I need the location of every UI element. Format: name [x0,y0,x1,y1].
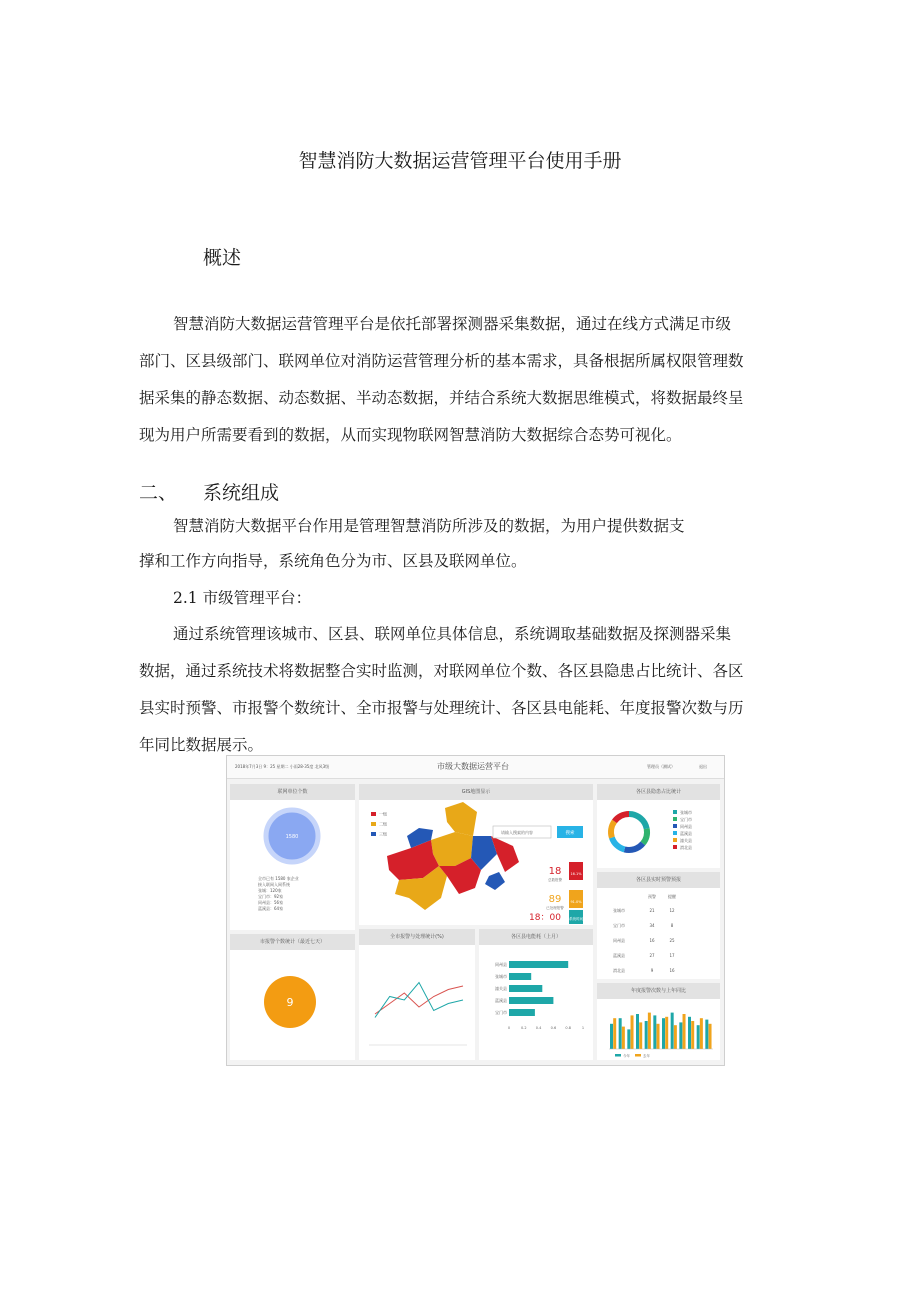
hidden-donut-segment [643,829,647,844]
yearly-bar [709,1024,712,1049]
topbar-datetime: 2018年7月3日 9：25 星期二 小雨28-35度 北风3级 [235,764,330,769]
composition-paragraph [139,509,779,579]
map-search-placeholder: 请输入搜索的内容 [501,830,533,835]
yearly-bar [700,1018,703,1049]
panel-gis-title: GIS地图显示 [359,784,593,800]
yearly-bar [639,1022,642,1049]
panel-energy-title: 各区县电能耗（上月） [479,929,593,945]
yearly-bar [653,1015,656,1049]
hidden-danger-donut [597,800,720,868]
text-line: 据采集的静态数据、动态数据、半动态数据，并结合系统大数据思维模式，将数据最终呈 [139,389,744,407]
energy-x-tick: 0.4 [535,1026,542,1030]
section-heading-overview: 概述 [203,247,242,269]
warning-row-value: 16 [649,938,655,943]
warning-row-name: 蓝溪县 [613,953,625,958]
stat-time-label: 系统时间 [569,917,583,921]
section-heading-composition: 系统组成 [203,482,280,504]
map-regions [387,802,519,910]
panel-units-title: 联网单位个数 [230,784,355,800]
text-line: 撑和工作方向指导，系统角色分为市、区县及联网单位。 [139,552,527,570]
units-text-line: 张城：120家 [258,888,282,893]
yearly-bar [691,1021,694,1049]
text-line: 部门、区县级部门、联网单位对消防运营管理分析的基本需求，具备根据所属权限管理数 [139,352,744,370]
panel-alarm-handle [359,929,475,1060]
legend-swatch-blue [371,832,376,836]
map-legend-label: 一级 [379,811,387,817]
overview-paragraph [139,306,779,454]
hidden-legend-label: 渭北县 [680,845,692,850]
energy-x-tick: 1 [581,1026,585,1030]
hidden-legend-swatch [673,824,677,828]
hidden-donut-segment [612,838,625,850]
legend-swatch-yellow [371,822,376,826]
yearly-bar [674,1025,677,1049]
panel-energy [479,929,593,1060]
panel-warning [597,872,720,979]
energy-bar [509,961,568,968]
panel-yearly [597,983,720,1060]
stat-handled-alarm-badge [569,890,583,908]
yearly-bar [683,1014,686,1049]
text-line: 现为用户所需要看到的数据，从而实现物联网智慧消防大数据综合态势可视化。 [139,426,682,444]
text-line: 通过系统管理该城市、区县、联网单位具体信息，系统调取基础数据及探测器采集 [173,625,732,643]
warning-row-value: 25 [669,938,675,943]
dashboard-topbar [227,756,724,779]
hidden-donut-segment [611,821,614,837]
panel-hidden-danger [597,784,720,868]
alarm-count-badge [230,950,355,1060]
warning-row-name: 渭北县 [613,968,625,973]
yearly-bar-chart [597,999,720,1060]
yearly-bar [671,1013,674,1049]
logout-link[interactable]: 退出 [699,764,707,769]
yearly-legend-label: 今年 [623,1054,630,1058]
energy-bar-chart [479,945,593,1060]
panel-yearly-title: 年度报警次数与上年同比 [597,983,720,999]
yearly-bar [636,1014,639,1049]
energy-category-label: 同州县 [495,962,507,967]
warning-col-header: 提醒 [668,894,676,899]
hidden-legend-swatch [673,845,677,849]
line-series-2 [375,983,463,1018]
warning-row-value: 12 [669,908,675,913]
yearly-bar [662,1018,665,1049]
yearly-bar [697,1025,700,1049]
panel-alarm-count [230,934,355,1060]
panel-warning-title: 各区县实时预警预报 [597,872,720,888]
units-text-line: 接入联网入网系统 [258,882,290,887]
alarm-handle-line-chart [359,945,475,1060]
map-region[interactable] [445,802,477,836]
units-text-line: 宝门市：92家 [258,894,284,899]
energy-bar [509,985,542,992]
warning-row-name: 张城市 [613,908,625,913]
text-line: 县实时预警、市报警个数统计、全市报警与处理统计、各区县电能耗、年度报警次数与历 [139,699,744,717]
hidden-legend-swatch [673,817,677,821]
stat-total-alarm-badge [569,862,583,880]
yearly-bar [665,1017,668,1049]
yearly-bar [619,1018,622,1049]
gis-map [359,800,593,925]
map-region[interactable] [485,872,505,890]
panel-alarm-count-title: 市报警个数统计（最近七天） [230,934,355,950]
warning-table [597,888,720,979]
yearly-bar [705,1020,708,1049]
subsection-heading: 2.1 市级管理平台： [173,589,312,607]
topbar-title: 市级大数据运营平台 [437,762,509,771]
hidden-donut-segment [625,843,643,850]
yearly-bar [657,1024,660,1049]
map-legend-label: 三级 [379,831,387,837]
energy-category-label: 宝门市 [495,1010,507,1015]
panel-units [230,784,355,930]
energy-x-tick: 0.6 [550,1026,557,1030]
warning-row-value: 8 [670,923,674,928]
yearly-legend-swatch [615,1054,621,1057]
energy-bar [509,973,531,980]
topbar-user[interactable]: 管理员（测试） [647,764,675,769]
warning-row-name: 宝门市 [613,923,625,928]
yearly-bar [613,1018,616,1049]
stat-total-alarm: 18 [548,866,562,877]
panel-alarm-handle-title: 全市报警与处理统计(%) [359,929,475,945]
yearly-legend-swatch [635,1054,641,1057]
map-search-button-label: 搜索 [565,831,575,836]
text-line: 智慧消防大数据平台作用是管理智慧消防所涉及的数据，为用户提供数据支 [173,517,685,535]
energy-x-tick: 0.8 [565,1026,571,1030]
stat-handled-alarm-label: 已处理报警 [546,906,564,910]
yearly-bar [645,1021,648,1049]
hidden-legend-swatch [673,810,677,814]
warning-row-value: 16 [669,968,675,973]
map-legend-label: 二级 [379,821,387,827]
hidden-legend-label: 蓝溪县 [680,831,692,836]
stat-system-time: 18：00 [529,913,561,923]
text-line: 智慧消防大数据运营管理平台是依托部署探测器采集数据，通过在线方式满足市级 [173,315,732,333]
hidden-legend-swatch [673,831,677,835]
alarm-count-value: 9 [286,996,294,1009]
units-donut-center: 1580 [285,834,299,840]
yearly-bar [688,1017,691,1049]
units-text-line: 蓝溪县：64家 [258,906,284,911]
yearly-bar [679,1022,682,1049]
units-text-line: 同州县：56家 [258,900,284,905]
hidden-legend-swatch [673,838,677,842]
warning-row-value: 21 [649,908,655,913]
panel-gis-map [359,784,593,925]
text-line: 数据，通过系统技术将数据整合实时监测，对联网单位个数、各区县隐患占比统计、各区 [139,662,744,680]
warning-row-value: 17 [669,953,675,958]
warning-row-name: 同州县 [613,938,625,943]
energy-bar [509,997,553,1004]
dashboard-screenshot [226,755,725,1066]
legend-swatch-red [371,812,376,816]
yearly-bar [627,1029,630,1049]
stat-total-alarm-label: 总数报警 [548,878,562,882]
hidden-donut-segment [614,814,629,821]
line-series-1 [375,986,463,1014]
energy-x-tick: 0 [507,1026,511,1030]
yearly-bar [622,1027,625,1049]
section-number: 二、 [139,482,178,504]
warning-col-header: 预警 [648,894,656,899]
energy-category-label: 蓝溪县 [495,998,507,1003]
warning-row-value: 34 [649,923,655,928]
hidden-legend-label: 潼关县 [680,838,692,843]
energy-category-label: 潼关县 [495,986,507,991]
stat-total-alarm-pct: 16.1% [570,872,582,876]
energy-category-label: 张城市 [495,974,507,979]
stat-handled-alarm: 89 [548,894,562,905]
yearly-bar [631,1015,634,1049]
hidden-legend-label: 宝门市 [680,817,692,822]
yearly-legend-label: 去年 [643,1054,650,1058]
platform-paragraph [139,616,779,764]
warning-row-value: 9 [650,968,654,973]
text-line: 年同比数据展示。 [139,736,264,754]
yearly-bar [610,1024,613,1049]
hidden-donut-segment [629,814,647,829]
stat-handled-alarm-pct: 91.0% [570,900,582,904]
panel-hidden-title: 各区县隐患占比统计 [597,784,720,800]
units-text-line: 全市已有 1580 家企业 [258,876,299,881]
units-text [258,876,299,912]
energy-bar [509,1009,535,1016]
document-title: 智慧消防大数据运营管理平台使用手册 [298,150,622,172]
yearly-bar [648,1013,651,1049]
hidden-legend-label: 张城市 [680,810,692,815]
warning-row-value: 27 [649,953,655,958]
energy-x-tick: 0.2 [521,1026,527,1030]
hidden-legend-label: 同州县 [680,824,692,829]
